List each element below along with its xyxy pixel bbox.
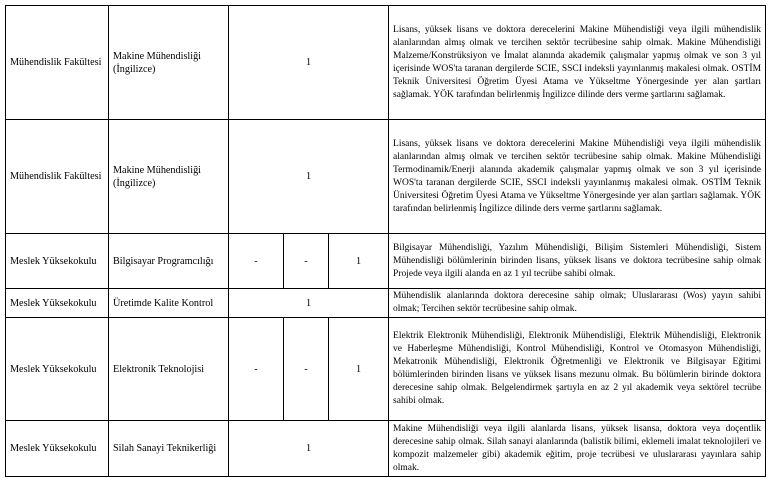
requirements-cell	[389, 421, 766, 477]
count-col-2: -	[284, 318, 329, 421]
unit-cell: Meslek Yüksekokulu	[6, 234, 109, 289]
program-cell: Silah Sanayi Teknikerliği	[109, 421, 229, 477]
unit-cell: Mühendislik Fakültesi	[6, 120, 109, 234]
table-row	[6, 120, 766, 234]
count-col-3: 1	[329, 318, 389, 421]
program-cell: Üretimde Kalite Kontrol	[109, 289, 229, 318]
requirements-cell	[389, 318, 766, 421]
requirements-text: Bilgisayar Mühendisliği, Yazılım Mühendisliği, Bilişim Sistemleri Mühendisliği, Sistem Mühendisliği bölümlerinin birinden lisans, yüksek lisans ve doktora tecrübesine sahip olmak Projede veya ilgili alanda en az 1 yıl tecrübe sahibi olmak.	[393, 242, 762, 279]
unit-cell: Mühendislik Fakültesi	[6, 6, 109, 120]
count-col-3: 1	[329, 234, 389, 289]
unit-cell: Meslek Yüksekokulu	[6, 318, 109, 421]
table-row	[6, 318, 766, 421]
count-col-1: -	[229, 318, 284, 421]
requirements-text: Lisans, yüksek lisans ve doktora derecelerini Makine Mühendisliği veya ilgili mühendislik alanlarından almış olmak ve tercihen sektör tecrübesine sahip olmak. Makine Mühendisliği Malzeme/Konstrüksiyon ve İmalat alanında akademik çalışmalar yapmış olmak ve son 3 yıl içerisinde WOS'ta taranan dergilerde SCIE, SSCI indeksli yayınlanmış makalesi olmak. OSTİM Teknik Üniversitesi Öğretim Üyesi Atama ve Yükseltme Yönergesinde yer alan şartları sağlamak. YÖK tarafından belirlenmiş İngilizce dilinde ders verme şartlarını sağlamak.	[393, 24, 762, 100]
unit-cell: Meslek Yüksekokulu	[6, 289, 109, 318]
position-count-cell: 1	[229, 421, 389, 477]
requirements-cell	[389, 234, 766, 289]
requirements-text: Mühendislik alanlarında doktora derecesine sahip olmak; Uluslararası (Wos) yayın sahibi olmak; Tercihen sektör tecrübesine sahip olmak.	[393, 291, 762, 314]
count-col-2: -	[284, 234, 329, 289]
position-count-cell: 1	[229, 120, 389, 234]
program-cell: Bilgisayar Programcılığı	[109, 234, 229, 289]
requirements-cell	[389, 6, 766, 120]
position-count-cell: 1	[229, 289, 389, 318]
requirements-cell	[389, 289, 766, 318]
table-row	[6, 6, 766, 120]
program-cell: Elektronik Teknolojisi	[109, 318, 229, 421]
table-row	[6, 234, 766, 289]
unit-cell: Meslek Yüksekokulu	[6, 421, 109, 477]
staff-requirements-table	[5, 5, 766, 477]
count-col-1: -	[229, 234, 284, 289]
requirements-text: Makine Mühendisliği veya ilgili alanlarda lisans, yüksek lisansa, doktora veya doçentlik derecesine sahip olmak. Silah sanayi alanlarında (balistik bilimi, eklemeli imalat teknolojileri ve kompozit malzemeler gibi) akademik eğitim, proje tecrübesi ve uluslararası yayınlara sahip olmak.	[393, 423, 762, 473]
requirements-text: Elektrik Elektronik Mühendisliği, Elektronik Mühendisliği, Elektrik Mühendisliği, Elektronik ve Haberleşme Mühendisliği, Kontrol Mühendisliği, Kontrol ve Otomasyon Mühendisliği, Mekatronik Mühendisliği, Elektronik Öğretmenliği ve Elektronik ve Bilgisayar Eğitimi bölümlerinden birinden lisans ve yüksek lisans mezunu olmak. Bu bölümlerin birinde doktora derecesine sahip olmak. Belgelendirmek şartıyla en az 2 yıl akademik veya sektörel tecrübe sahibi olmak.	[393, 331, 762, 406]
table-row	[6, 289, 766, 318]
position-count-cell: 1	[229, 6, 389, 120]
table-row	[6, 421, 766, 477]
program-cell: Makine Mühendisliği (İngilizce)	[109, 120, 229, 234]
requirements-text: Lisans, yüksek lisans ve doktora derecelerini Makine Mühendisliği veya ilgili mühendislik alanlarından almış olmak ve tercihen sektör tecrübesine sahip olmak. Makine Mühendisliği Termodinamik/Enerji alanında akademik çalışmalar yapmış olmak ve son 3 yıl içerisinde WOS'ta taranan dergilerde SCIE, SSCI indeksli yayınlanmış makalesi olmak. OSTİM Teknik Üniversitesi Öğretim Üyesi Atama ve Yükseltme Yönergesinde yer alan şartları sağlamak. YÖK tarafından belirlenmiş İngilizce dilinde ders verme şartlarını sağlamak.	[393, 138, 762, 214]
program-cell: Makine Mühendisliği (İngilizce)	[109, 6, 229, 120]
requirements-cell	[389, 120, 766, 234]
